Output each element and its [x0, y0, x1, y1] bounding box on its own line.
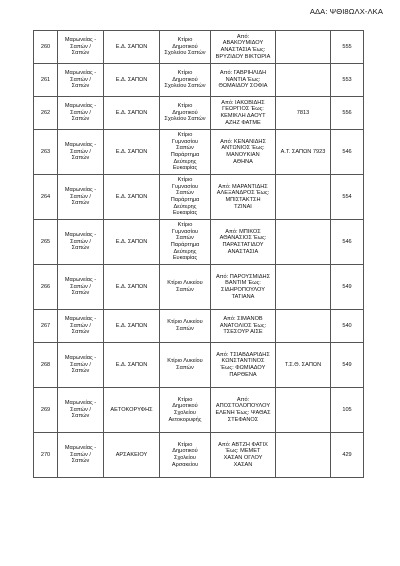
- cell-range-line: ΣΤΕΦΑΝΟΣ: [227, 416, 259, 423]
- table-row: [34, 265, 364, 310]
- cell-building-line: Σχολείου: [174, 410, 196, 416]
- cell-range: [211, 31, 276, 64]
- cell-building-line: Δημοτικού: [172, 76, 198, 83]
- cell-range-line: Από: ΙΑΚΩΒΙΔΗΣ: [221, 99, 265, 106]
- cell-building-line: Αετοκορυφής: [168, 416, 202, 423]
- cell-building: [160, 64, 211, 97]
- cell-building-line: Δημοτικού: [172, 403, 198, 410]
- cell-voters: 540: [331, 310, 364, 343]
- cell-extra: [276, 265, 331, 310]
- cell-number: 265: [34, 220, 58, 265]
- cell-range-line: ΧΑΣΑΝ: [233, 461, 253, 468]
- cell-building-line: Κτίριο: [177, 441, 193, 448]
- cell-building-line: Παράρτημα: [170, 242, 200, 248]
- table-row: [34, 31, 364, 64]
- cell-building-line: Σαπών: [176, 190, 194, 197]
- cell-area-line: Σαπών: [71, 50, 90, 57]
- cell-area: [58, 31, 104, 64]
- cell-range-line: Έως: ΜΕΜΕΤ: [225, 448, 261, 455]
- cell-extra: [276, 220, 331, 265]
- cell-extra: [276, 175, 331, 220]
- cell-area-line: Μαρωνείας -: [64, 276, 97, 283]
- cell-area-line: Μαρωνείας -: [64, 141, 97, 148]
- cell-building-line: Σχολείου: [174, 455, 196, 461]
- cell-range-line: Από: ΠΑΡΟΥΣΜΙΔΗΣ: [215, 273, 271, 280]
- cell-voters: 556: [331, 97, 364, 130]
- cell-area-line: Σαπών: [71, 458, 90, 465]
- table-row: [34, 64, 364, 97]
- table-row: [34, 433, 364, 478]
- cell-unit: ΑΕΤΟΚΟΡΥΦΗΣ: [104, 388, 160, 433]
- cell-voters: 554: [331, 175, 364, 220]
- cell-range-line: Έως: ΦΩΜΙΑΔΟΥ: [220, 365, 266, 371]
- cell-voters: 546: [331, 220, 364, 265]
- cell-area-line: Σαπών /: [70, 406, 91, 413]
- cell-building-line: Δημοτικού: [172, 43, 198, 50]
- cell-building-line: Κτίριο: [177, 396, 193, 403]
- cell-area-line: Σαπών /: [70, 43, 91, 50]
- cell-area-line: Σαπών /: [70, 109, 91, 116]
- cell-voters: 555: [331, 31, 364, 64]
- cell-unit: ΑΡΣΑΚΕΙΟΥ: [104, 433, 160, 478]
- cell-number: 270: [34, 433, 58, 478]
- cell-area: [58, 220, 104, 265]
- cell-area-line: Μαρωνείας -: [64, 399, 97, 406]
- cell-building-line: Σαπών: [176, 287, 194, 293]
- cell-range-line: ΤΑΤΙΑΝΑ: [231, 293, 255, 300]
- cell-building-line: Σαπών: [176, 235, 194, 242]
- cell-extra: Τ.Σ.Θ. ΣΑΠΩΝ: [276, 343, 331, 388]
- cell-building-line: Κτίριο Λυκείου: [167, 319, 203, 326]
- cell-area-line: Σαπών /: [70, 451, 91, 458]
- cell-building-line: Δεύτερης: [173, 248, 197, 255]
- cell-building-line: Κτίριο: [177, 36, 193, 43]
- cell-building: [160, 343, 211, 388]
- cell-range: [211, 265, 276, 310]
- cell-extra: [276, 31, 331, 64]
- cell-area: [58, 433, 104, 478]
- cell-building-line: Κτίριο Λυκείου: [167, 358, 203, 365]
- cell-area-line: Σαπών /: [70, 283, 91, 290]
- cell-building-line: Δεύτερης: [173, 158, 197, 165]
- cell-extra: [276, 433, 331, 478]
- cell-number: 261: [34, 64, 58, 97]
- cell-area: [58, 64, 104, 97]
- cell-range-line: ΚΩΝΣΤΑΝΤΙΝΟΣ: [221, 358, 265, 365]
- cell-number: 263: [34, 130, 58, 175]
- cell-range-line: ΚΕΜΙΚΛΗ ΔΑΟΥΤ: [220, 113, 266, 119]
- cell-range-line: Από: ΓΑΒΡΙΗΛΙΔΗ: [219, 69, 267, 76]
- cell-building-line: Σαπών: [176, 326, 194, 332]
- cell-number: 266: [34, 265, 58, 310]
- cell-area-line: Σαπών /: [70, 148, 91, 155]
- cell-range-line: Από:: [236, 396, 250, 403]
- cell-range-line: ΝΑΝΤΙΑ Έως:: [225, 76, 261, 83]
- cell-building: [160, 388, 211, 433]
- cell-building: [160, 310, 211, 343]
- cell-building: [160, 130, 211, 175]
- cell-range-line: Από: ΜΠΙΚΟΣ: [225, 228, 261, 235]
- cell-range-line: ΒΡΥΖΙΔΟΥ ΒΙΚΤΩΡΙΑ: [215, 53, 271, 60]
- cell-building-line: Κτίριο: [177, 221, 193, 228]
- cell-building-line: Ευκαιρίας: [172, 210, 198, 217]
- cell-building-line: Σαπών: [176, 145, 194, 152]
- cell-range-line: Από:: [236, 33, 250, 40]
- cell-range-line: ΠΑΡΑΣΤΑΤΙΔΟΥ: [222, 242, 264, 248]
- cell-area-line: Σαπών: [71, 329, 90, 336]
- table-row: [34, 175, 364, 220]
- cell-unit: Ε.Δ. ΣΑΠΩΝ: [104, 343, 160, 388]
- cell-area-line: Μαρωνείας -: [64, 102, 97, 109]
- cell-unit: Ε.Δ. ΣΑΠΩΝ: [104, 31, 160, 64]
- cell-building-line: Παράρτημα: [170, 197, 200, 203]
- cell-range: [211, 310, 276, 343]
- cell-range-line: ΑΘΗΝΑ: [233, 158, 253, 165]
- cell-area-line: Σαπών /: [70, 322, 91, 329]
- table-row: [34, 220, 364, 265]
- cell-range-line: Από: ΜΑΡΑΝΤΙΔΗΣ: [218, 183, 268, 190]
- ada-header: ΑΔΑ: ΨΘΙ8ΩΛΧ-ΛΚΑ: [309, 7, 383, 16]
- cell-area-line: Μαρωνείας -: [64, 36, 97, 43]
- cell-range-line: ΑΛΕΞΑΝΔΡΟΣ Έως:: [216, 190, 270, 197]
- cell-area: [58, 310, 104, 343]
- cell-range-line: ΒΑΝΤΙΜ Έως:: [225, 280, 261, 287]
- cell-range-line: ΑΝΑΣΤΑΣΙΑ Έως:: [220, 47, 266, 53]
- cell-unit: Ε.Δ. ΣΑΠΩΝ: [104, 97, 160, 130]
- cell-voters: 546: [331, 130, 364, 175]
- cell-building-line: Κτίριο: [177, 102, 193, 109]
- cell-area-line: Σαπών /: [70, 238, 91, 245]
- table-row: [34, 130, 364, 175]
- cell-voters: 553: [331, 64, 364, 97]
- cell-area-line: Μαρωνείας -: [64, 444, 97, 451]
- cell-range-line: Από: ΤΣΙΑΒΔΑΡΙΔΗΣ: [216, 351, 270, 358]
- cell-building-line: Κτίριο: [177, 176, 193, 183]
- cell-range-line: ΑΒΑΚΟΥΜΙΔΟΥ: [222, 40, 264, 47]
- cell-range-line: ΣΙΔΗΡΟΠΟΥΛΟΥ: [221, 287, 265, 293]
- cell-area-line: Σαπών: [71, 245, 90, 252]
- cell-building: [160, 31, 211, 64]
- cell-area-line: Σαπών: [71, 290, 90, 297]
- cell-building: [160, 433, 211, 478]
- cell-number: 268: [34, 343, 58, 388]
- cell-number: 269: [34, 388, 58, 433]
- cell-extra: [276, 388, 331, 433]
- cell-area-line: Μαρωνείας -: [64, 69, 97, 76]
- cell-building: [160, 220, 211, 265]
- cell-building-line: Γυμνασίου: [171, 138, 199, 145]
- cell-area: [58, 265, 104, 310]
- cell-area: [58, 130, 104, 175]
- cell-unit: Ε.Δ. ΣΑΠΩΝ: [104, 220, 160, 265]
- cell-area: [58, 97, 104, 130]
- cell-unit: Ε.Δ. ΣΑΠΩΝ: [104, 130, 160, 175]
- cell-area-line: Σαπών: [71, 413, 90, 420]
- cell-unit: Ε.Δ. ΣΑΠΩΝ: [104, 310, 160, 343]
- cell-extra: [276, 64, 331, 97]
- cell-range-line: ΕΛΕΝΗ Έως: ΨΑΘΑΣ: [215, 410, 271, 416]
- cell-building-line: Κτίριο: [177, 131, 193, 138]
- cell-range: [211, 343, 276, 388]
- cell-voters: 549: [331, 343, 364, 388]
- cell-number: 264: [34, 175, 58, 220]
- cell-building-line: Ευκαιρίας: [172, 165, 198, 172]
- cell-unit: Ε.Δ. ΣΑΠΩΝ: [104, 175, 160, 220]
- cell-building-line: Γυμνασίου: [171, 183, 199, 190]
- cell-area-line: Σαπών: [71, 200, 90, 207]
- cell-range: [211, 220, 276, 265]
- cell-building-line: Κτίριο Λυκείου: [167, 280, 203, 287]
- cell-area-line: Μαρωνείας -: [64, 231, 97, 238]
- cell-area: [58, 388, 104, 433]
- cell-range-line: ΤΖΙΝΑΙ: [234, 203, 252, 210]
- cell-extra: Α.Τ. ΣΑΠΩΝ 7923: [276, 130, 331, 175]
- cell-area-line: Σαπών /: [70, 361, 91, 368]
- table-row: [34, 388, 364, 433]
- cell-building-line: Κτίριο: [177, 69, 193, 76]
- cell-building: [160, 175, 211, 220]
- cell-building-line: Αρσακείου: [171, 461, 199, 468]
- cell-area-line: Σαπών: [71, 83, 90, 90]
- cell-range-line: ΑΘΑΝΑΣΙΟΣ Έως:: [219, 235, 267, 242]
- cell-range-line: Από: ΣΙΜΑΝΟΒ: [223, 315, 263, 322]
- cell-range-line: ΤΣΕΣΟΥΡ ΑΙΣΕ: [223, 329, 263, 336]
- cell-range: [211, 388, 276, 433]
- cell-area-line: Σαπών: [71, 368, 90, 375]
- cell-range-line: ΑΝΑΤΟΛΙΟΣ Έως:: [219, 322, 267, 329]
- cell-extra: [276, 310, 331, 343]
- table-row: [34, 97, 364, 130]
- cell-range-line: ΜΠΙΣΤΑΚΤΣΗ: [225, 197, 261, 203]
- cell-area: [58, 343, 104, 388]
- cell-number: 262: [34, 97, 58, 130]
- cell-voters: 549: [331, 265, 364, 310]
- cell-building-line: Δεύτερης: [173, 203, 197, 210]
- cell-range-line: ΧΑΣΑΝ ΟΓΛΟΥ: [223, 455, 263, 461]
- cell-area-line: Σαπών: [71, 116, 90, 123]
- cell-range-line: ΜΑΝΟΥΚΙΑΝ: [226, 152, 260, 158]
- cell-range-line: ΘΩΜΑΙΔΟΥ ΣΟΦΙΑ: [218, 83, 268, 90]
- cell-range-line: ΑΝΑΣΤΑΣΙΑ: [227, 248, 259, 255]
- cell-area-line: Μαρωνείας -: [64, 315, 97, 322]
- cell-building-line: Σχολείου Σαπών: [164, 116, 206, 123]
- table-row: [34, 343, 364, 388]
- cell-building-line: Γυμνασίου: [171, 228, 199, 235]
- table-row: [34, 310, 364, 343]
- cell-number: 260: [34, 31, 58, 64]
- cell-area-line: Μαρωνείας -: [64, 354, 97, 361]
- cell-area-line: Σαπών: [71, 155, 90, 162]
- cell-building-line: Παράρτημα: [170, 152, 200, 158]
- cell-range: [211, 433, 276, 478]
- cell-range: [211, 175, 276, 220]
- cell-number: 267: [34, 310, 58, 343]
- cell-range: [211, 97, 276, 130]
- cell-area: [58, 175, 104, 220]
- cell-building-line: Δημοτικού: [172, 109, 198, 116]
- cell-extra: 7813: [276, 97, 331, 130]
- cell-range-line: ΑΠΟΣΤΟΛΟΠΟΥΛΟΥ: [215, 403, 271, 410]
- cell-building-line: Σαπών: [176, 365, 194, 371]
- cell-range-line: Από: ΚΕΝΑΝΙΔΗΣ: [220, 138, 266, 145]
- cell-building-line: Ευκαιρίας: [172, 255, 198, 262]
- cell-voters: 429: [331, 433, 364, 478]
- cell-unit: Ε.Δ. ΣΑΠΩΝ: [104, 265, 160, 310]
- cell-range-line: Από: ΑΒΤΖΗ ΦΑΤΙΧ: [218, 441, 268, 448]
- cell-range-line: ΠΑΡΘΕΝΑ: [229, 371, 257, 378]
- cell-range-line: ΑΝΤΩΝΙΟΣ Έως:: [221, 145, 265, 152]
- cell-building-line: Σχολείου Σαπών: [164, 83, 206, 90]
- cell-range-line: ΓΕΩΡΓΙΟΣ Έως:: [222, 106, 264, 113]
- cell-voters: 105: [331, 388, 364, 433]
- cell-area-line: Σαπών /: [70, 193, 91, 200]
- cell-area-line: Μαρωνείας -: [64, 186, 97, 193]
- cell-building: [160, 97, 211, 130]
- cell-area-line: Σαπών /: [70, 76, 91, 83]
- cell-range: [211, 130, 276, 175]
- cell-building-line: Σχολείου Σαπών: [164, 50, 206, 57]
- cell-range-line: ΑΖΗΖ ΦΑΤΜΕ: [225, 119, 261, 126]
- cell-range: [211, 64, 276, 97]
- cell-building: [160, 265, 211, 310]
- cell-building-line: Δημοτικού: [172, 448, 198, 455]
- cell-unit: Ε.Δ. ΣΑΠΩΝ: [104, 64, 160, 97]
- polling-stations-table: [33, 30, 364, 478]
